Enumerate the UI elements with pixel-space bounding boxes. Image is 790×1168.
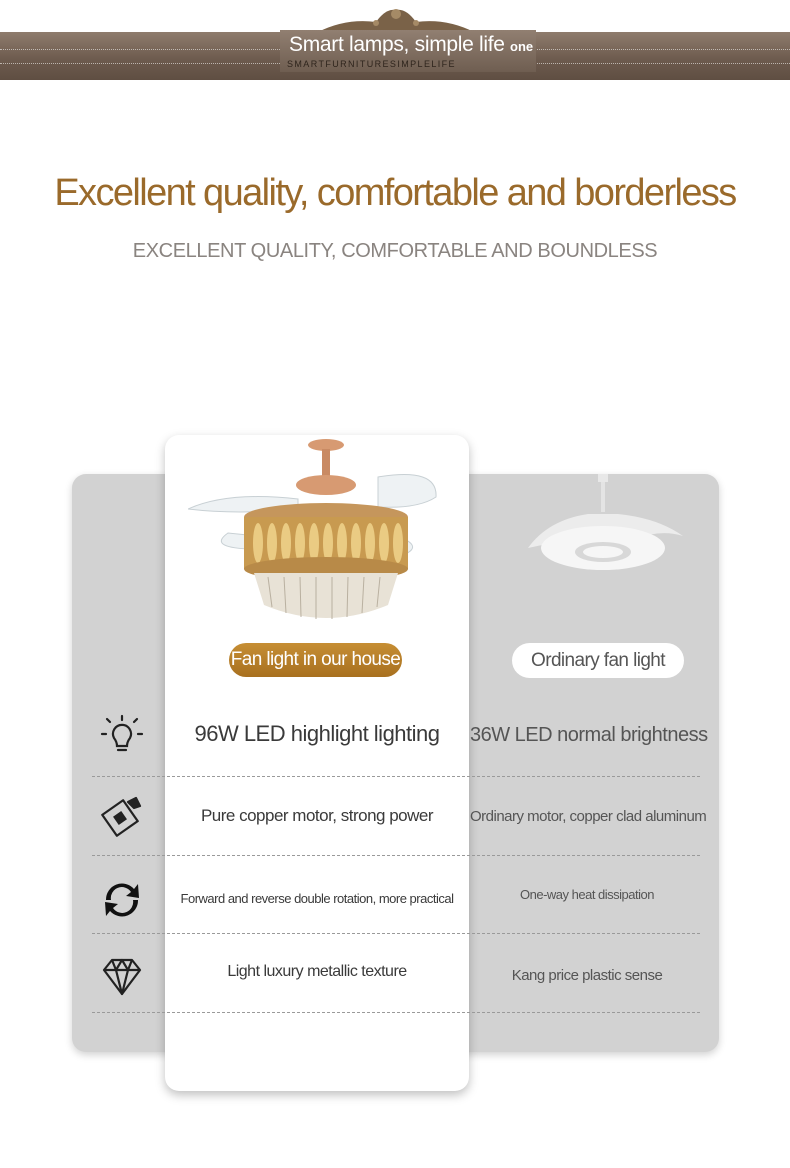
- page-subtitle: EXCELLENT QUALITY, COMFORTABLE AND BOUNDLESS: [132, 240, 658, 262]
- row-divider: [92, 855, 700, 856]
- banner-subtitle: SMARTFURNITURESIMPLELIFE: [287, 59, 456, 69]
- ordinary-feature-3: One-way heat dissipation: [520, 887, 654, 902]
- our-feature-1: 96W LED highlight lighting: [194, 721, 440, 746]
- motor-chip-icon: [98, 794, 146, 842]
- ordinary-feature-4: Kang price plastic sense: [511, 967, 663, 984]
- top-banner: [0, 0, 790, 80]
- our-fan-image: [188, 437, 438, 632]
- row-divider: [92, 776, 700, 777]
- banner-title: Smart lamps, simple life: [289, 33, 505, 56]
- our-feature-3: Forward and reverse double rotation, more practical: [180, 891, 454, 906]
- ordinary-feature-1: 36W LED normal brightness: [470, 724, 708, 746]
- our-feature-2: Pure copper motor, strong power: [200, 806, 434, 825]
- lightbulb-icon: [98, 712, 146, 760]
- ordinary-fan-image: [508, 470, 698, 590]
- page-title: Excellent quality, comfortable and borderless: [54, 172, 736, 214]
- ordinary-feature-2: Ordinary motor, copper clad aluminum: [470, 808, 707, 825]
- row-divider: [92, 933, 700, 934]
- banner-number: one: [510, 39, 534, 54]
- our-fan-label: Fan light in our house: [229, 643, 402, 677]
- diamond-icon: [98, 952, 146, 1000]
- row-divider: [92, 1012, 700, 1013]
- ordinary-fan-label: Ordinary fan light: [512, 643, 684, 678]
- our-feature-4: Light luxury metallic texture: [227, 963, 407, 980]
- rotate-arrows-icon: [98, 876, 146, 924]
